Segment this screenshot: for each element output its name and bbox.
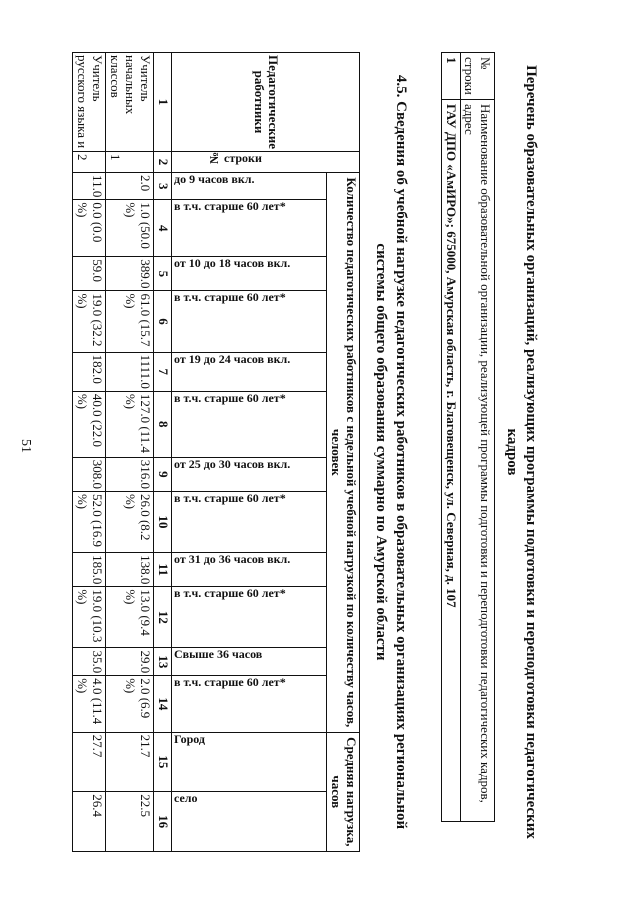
data-cell: 27.7 (73, 732, 106, 792)
sub-header-cell (172, 491, 327, 552)
header-row-num: № строки (207, 151, 262, 166)
col-header-num: № строки (460, 53, 494, 100)
sub-header: село (174, 791, 198, 806)
sub-header-cell (172, 792, 327, 852)
header-group: Количество педагогических работников с недельной учебной нагрузкой по количеству часов, человек (327, 173, 360, 733)
data-cell: 4.0 (11.4 %) (73, 676, 106, 732)
staff-name: Учитель начальных классов (106, 53, 154, 152)
data-cell: 40.0 (22.0 %) (73, 391, 106, 457)
data-cell: 29.0 (106, 648, 154, 676)
data-cell: 61.0 (15.7 %) (106, 291, 154, 352)
sub-header: Город (174, 731, 206, 746)
data-cell: 2.0 (106, 173, 154, 200)
column-number-row (154, 53, 172, 852)
section2-title: 4.5. Сведения об учебной нагрузке педагогических работников в образовательных организациях региональной системы общего образования суммарно по Амурской области (373, 74, 409, 830)
data-cell: 19.0 (32.2 %) (73, 291, 106, 352)
rotated-page (20, 12, 620, 892)
section1-title: Перечень образовательных организаций, реализующих программы подготовки и переподготовки педагогических кадров (504, 65, 539, 839)
workload-table (73, 52, 361, 852)
sub-header: в т.ч. старше 60 лет* (174, 199, 286, 214)
sub-header-cell (172, 173, 327, 200)
header-row-1 (327, 53, 360, 852)
column-number: 5 (154, 257, 172, 291)
column-number: 2 (154, 152, 172, 173)
data-cell: 26.0 (8.2 %) (106, 491, 154, 552)
data-cell: 19.0 (10.3 %) (73, 587, 106, 648)
column-number: 9 (154, 457, 172, 491)
column-number: 15 (154, 732, 172, 792)
column-number: 4 (154, 200, 172, 257)
org-name-address: ГАУ ДПО «АмИРО»; 675000, Амурская область, г. Благовещенск, ул. Северная, д. 107 (442, 100, 461, 822)
sub-header: от 25 до 30 часов вкл. (174, 456, 291, 471)
data-cell: 21.7 (106, 732, 154, 792)
column-number: 1 (154, 53, 172, 152)
page-content (20, 12, 620, 892)
sub-header-cell (172, 587, 327, 648)
data-cell: 138.0 (106, 553, 154, 587)
sub-header-cell (172, 648, 327, 676)
data-cell: 308.0 (73, 457, 106, 491)
sub-header-cell (172, 257, 327, 291)
data-cell: 389.0 (106, 257, 154, 291)
column-number: 11 (154, 553, 172, 587)
row-number: 1 (106, 152, 154, 173)
data-cell: 127.0 (11.4 %) (106, 391, 154, 457)
data-cell: 52.0 (16.9 %) (73, 491, 106, 552)
column-number: 3 (154, 173, 172, 200)
sub-header: в т.ч. старше 60 лет* (174, 675, 286, 690)
header-staff: Педагогические работники (172, 53, 360, 152)
sub-header: от 31 до 36 часов вкл. (174, 552, 291, 567)
sub-header-cell (172, 732, 327, 792)
sub-header: Свыше 36 часов (174, 647, 263, 662)
sub-header: от 10 до 18 часов вкл. (174, 256, 291, 271)
data-cell: 185.0 (73, 553, 106, 587)
sub-header: до 9 часов вкл. (174, 172, 255, 187)
header-row-num-cell (172, 152, 360, 173)
data-cell: 1111.0 (106, 352, 154, 391)
table-row (106, 53, 154, 852)
data-cell: 26.4 (73, 792, 106, 852)
sub-header-cell (172, 352, 327, 391)
header-avg: Средняя нагрузка, часов (327, 732, 360, 851)
data-cell: 59.0 (73, 257, 106, 291)
sub-header-cell (172, 553, 327, 587)
sub-header-cell (172, 391, 327, 457)
column-number: 6 (154, 291, 172, 352)
sub-header: от 19 до 24 часов вкл. (174, 351, 291, 366)
column-number: 14 (154, 676, 172, 732)
data-cell: 1.0 (50.0 %) (106, 200, 154, 257)
header-row-2 (172, 53, 327, 852)
staff-name: Учитель русского языка и (73, 53, 106, 152)
row-number: 2 (73, 152, 106, 173)
data-cell: 22.5 (106, 792, 154, 852)
sub-header: в т.ч. старше 60 лет* (174, 490, 286, 505)
column-number: 16 (154, 792, 172, 852)
sub-header-cell (172, 457, 327, 491)
column-number: 10 (154, 491, 172, 552)
sub-header: в т.ч. старше 60 лет* (174, 390, 286, 405)
data-cell: 182.0 (73, 352, 106, 391)
row-num: 1 (442, 53, 461, 100)
data-cell: 35.0 (73, 648, 106, 676)
sub-header-cell (172, 291, 327, 352)
column-number: 7 (154, 352, 172, 391)
col-header-name: Наименование образовательной организации, реализующей программы подготовки и переподготовки педагогических кадров, адрес (460, 100, 494, 822)
column-number: 8 (154, 391, 172, 457)
organizations-table (441, 52, 495, 822)
data-cell: 2.0 (6.9 %) (106, 676, 154, 732)
table-row (73, 53, 106, 852)
column-number: 12 (154, 587, 172, 648)
sub-header-cell (172, 200, 327, 257)
sub-header: в т.ч. старше 60 лет* (174, 586, 286, 601)
sub-header: в т.ч. старше 60 лет* (174, 290, 286, 305)
data-cell: 13.0 (9.4 %) (106, 587, 154, 648)
data-cell: 11.0 (73, 173, 106, 200)
sub-header-cell (172, 676, 327, 732)
table-header-row (460, 53, 494, 822)
column-number: 13 (154, 648, 172, 676)
data-cell: 316.0 (106, 457, 154, 491)
data-cell: 0.0 (0.0 %) (73, 200, 106, 257)
table-row (442, 53, 461, 822)
page-number: 51 (18, 439, 33, 453)
